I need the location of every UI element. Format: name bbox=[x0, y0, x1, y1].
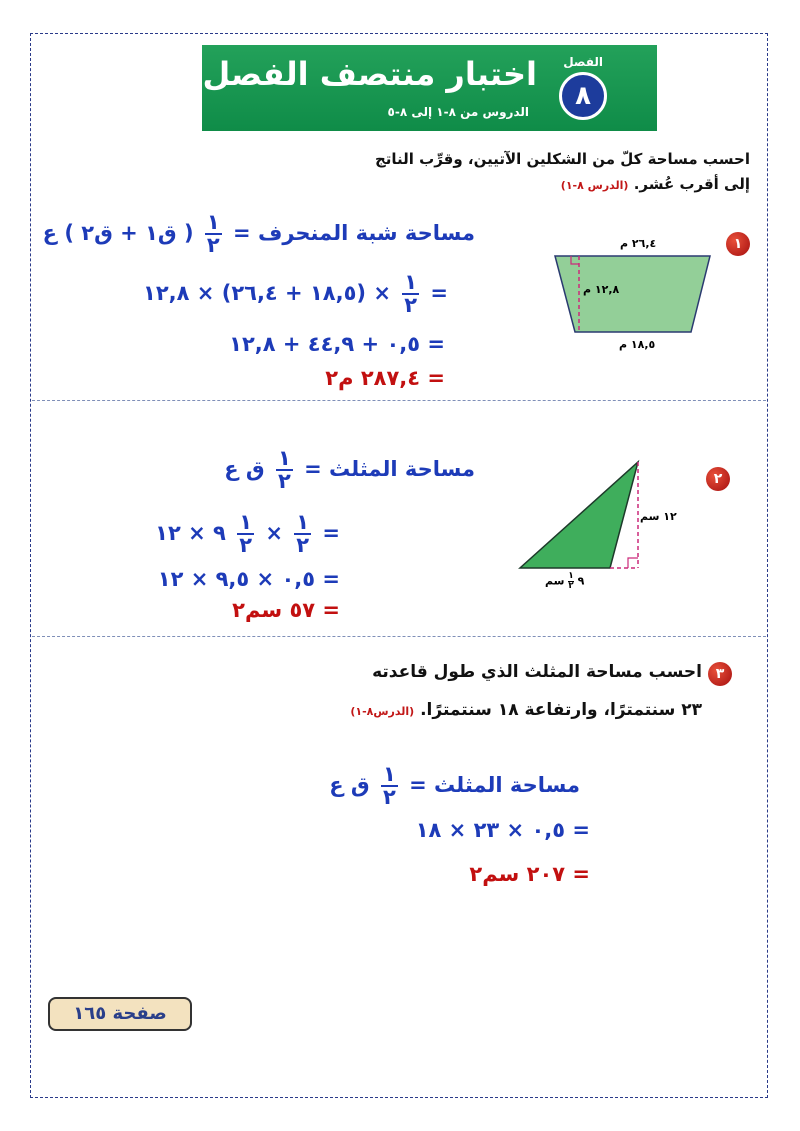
lesson-ref: (الدرس ٨-١) bbox=[560, 179, 629, 192]
chapter-banner bbox=[202, 45, 657, 131]
problem1-fraction bbox=[205, 212, 222, 256]
problem2-number: ٢ bbox=[706, 467, 730, 491]
problem2-frac-den: ٢ bbox=[277, 469, 291, 493]
problem1-result: = ٢٨٧,٤ م٢ bbox=[325, 366, 445, 390]
triangle-base-label bbox=[545, 572, 584, 591]
problem2-step2: = ٠,٥ × ٩,٥ × ١٢ bbox=[157, 567, 340, 591]
problem2-formula-lhs: مساحة المثلث = bbox=[304, 457, 475, 481]
triangle-base-fraction bbox=[568, 572, 574, 591]
triangle-base-whole: ٩ bbox=[577, 574, 585, 588]
problem3-formula-lhs: مساحة المثلث = bbox=[409, 773, 580, 797]
problem3-formula-rhs: ق ع bbox=[329, 773, 370, 797]
problem3-lesson-ref: (الدرس٨-١) bbox=[350, 705, 415, 718]
problem3-formula bbox=[329, 764, 580, 808]
problem2-fraction bbox=[276, 448, 293, 492]
problem3-frac-num: ١ bbox=[382, 762, 396, 786]
problem3-step1: = ٠,٥ × ٢٣ × ١٨ bbox=[415, 818, 590, 842]
problem1-step1 bbox=[143, 272, 448, 316]
chapter-number-badge: ٨ bbox=[559, 72, 607, 120]
problem1-step1-times: × bbox=[373, 281, 391, 305]
problem2-step1 bbox=[155, 512, 340, 556]
problem2-step1-frac-a-den: ٢ bbox=[296, 533, 310, 557]
problem1-step1-fraction bbox=[402, 272, 419, 316]
problem3-fraction bbox=[381, 764, 398, 808]
problem1-frac-num: ١ bbox=[206, 210, 220, 234]
problem2-step1-frac-b-den: ٢ bbox=[239, 533, 253, 557]
problem1-step1-rest: (١٨,٥ + ٢٦,٤) × ١٢,٨ bbox=[143, 281, 367, 305]
banner-title: اختبار منتصف الفصل bbox=[202, 55, 537, 93]
trapezoid-height-label: ١٢,٨ م bbox=[583, 283, 620, 296]
problem1-step2: = ٠,٥ + ٤٤,٩ + ١٢,٨ bbox=[229, 332, 445, 356]
separator-1 bbox=[32, 400, 766, 401]
triangle-base-frac-den: ٢ bbox=[568, 581, 574, 591]
problem1-step1-frac-den: ٢ bbox=[404, 293, 418, 317]
problem2-formula bbox=[224, 448, 475, 492]
problem2-step1-frac-a bbox=[294, 512, 311, 556]
trapezoid-bottom-label: ١٨,٥ م bbox=[619, 338, 656, 351]
instructions-line2 bbox=[561, 175, 750, 193]
problem3-frac-den: ٢ bbox=[382, 785, 396, 809]
separator-2 bbox=[32, 636, 766, 637]
problem2-step1-frac-b bbox=[237, 512, 254, 556]
problem2-result: = ٥٧ سم٢ bbox=[232, 598, 340, 622]
problem2-formula-rhs: ق ع bbox=[224, 457, 265, 481]
problem2-step1-whole: ٩ bbox=[213, 521, 226, 545]
problem2-step1-eq: = bbox=[322, 521, 340, 545]
problem1-step1-frac-num: ١ bbox=[404, 270, 418, 294]
problem1-formula-lhs: مساحة شبة المنحرف = bbox=[233, 221, 475, 245]
problem2-step1-frac-b-num: ١ bbox=[239, 510, 253, 534]
problem3-text-line2 bbox=[350, 700, 702, 720]
problem2-step1-frac-a-num: ١ bbox=[296, 510, 310, 534]
triangle-base-frac-num: ١ bbox=[568, 571, 574, 581]
problem1-number: ١ bbox=[726, 232, 750, 256]
instructions-line2-text: إلى أقرب عُشر. bbox=[633, 175, 750, 193]
problem2-step1-times2: × ١٢ bbox=[155, 521, 206, 545]
problem1-formula bbox=[43, 212, 475, 256]
page-number-badge: صفحة ١٦٥ bbox=[48, 997, 192, 1031]
problem3-text-line2-content: ٢٣ سنتمترًا، وارتفاعة ١٨ سنتمترًا. bbox=[420, 700, 702, 720]
instructions-line1: احسب مساحة كلّ من الشكلين الآتيين، وقرِّب الناتج bbox=[374, 150, 750, 168]
problem2-frac-num: ١ bbox=[277, 446, 291, 470]
chapter-label: الفصل bbox=[563, 55, 603, 69]
triangle-base-unit: سم bbox=[545, 574, 565, 588]
trapezoid-top-label: ٢٦,٤ م bbox=[620, 237, 657, 250]
problem3-text-line1: احسب مساحة المثلث الذي طول قاعدته bbox=[372, 662, 702, 682]
problem1-frac-den: ٢ bbox=[206, 233, 220, 257]
problem1-step1-eq: = bbox=[430, 281, 448, 305]
problem1-formula-rhs: ( ق١ + ق٢ ) ع bbox=[42, 221, 194, 245]
problem3-number: ٣ bbox=[708, 662, 732, 686]
triangle-height-label: ١٢ سم bbox=[640, 510, 677, 523]
problem3-result: = ٢٠٧ سم٢ bbox=[469, 862, 590, 886]
banner-subtitle: الدروس من ٨-١ إلى ٨-٥ bbox=[387, 105, 529, 119]
problem2-step1-times1: × bbox=[265, 521, 283, 545]
